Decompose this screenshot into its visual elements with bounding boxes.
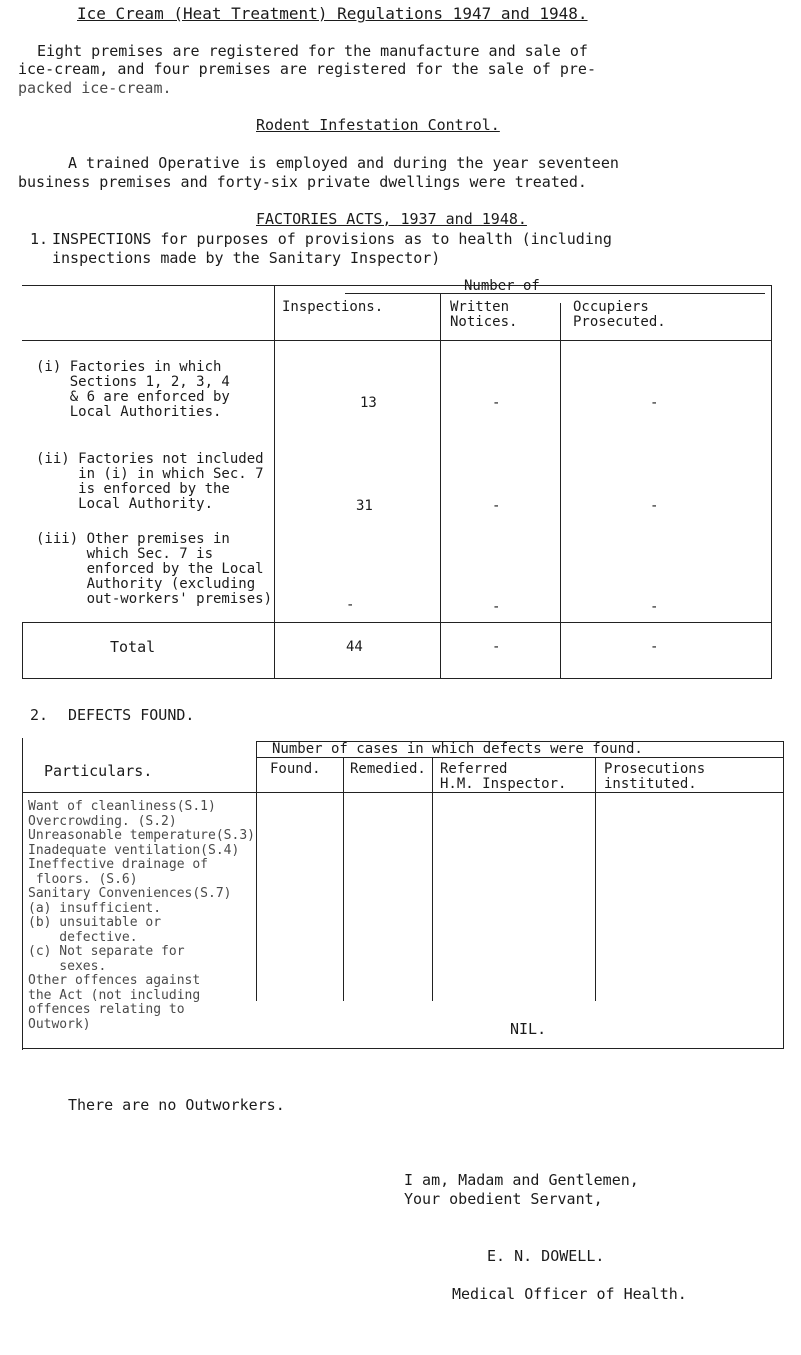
total-notices: - xyxy=(492,639,501,655)
item-1-line-1: INSPECTIONS for purposes of provisions as to health (including xyxy=(52,230,612,248)
outworkers-note: There are no Outworkers. xyxy=(68,1096,285,1114)
total-prosecuted: - xyxy=(650,639,659,655)
table1-group-header: Number of xyxy=(464,278,540,294)
item-1-line-2: inspections made by the Sanitary Inspector) xyxy=(52,249,441,267)
col-remedied: Remedied. xyxy=(350,761,426,777)
table-row-inspections: 31 xyxy=(356,498,373,514)
intro-line-3: packed ice-cream. xyxy=(18,79,172,97)
factories-heading: FACTORIES ACTS, 1937 and 1948. xyxy=(256,210,527,228)
sign-off: Your obedient Servant, xyxy=(404,1190,603,1208)
page-header: Ice Cream (Heat Treatment) Regulations 1947 and 1948. xyxy=(77,4,588,23)
table-row-notices: - xyxy=(492,599,501,615)
col-occupiers-prosecuted: Occupiers Prosecuted. xyxy=(573,299,666,330)
salutation: I am, Madam and Gentlemen, xyxy=(404,1171,639,1189)
signatory-name: E. N. DOWELL. xyxy=(487,1247,605,1265)
table-row-prosecuted: - xyxy=(650,395,659,411)
col-prosecutions: Prosecutions instituted. xyxy=(604,761,706,792)
rodent-line-1: A trained Operative is employed and during the year seventeen xyxy=(68,154,619,172)
defects-particulars-list: Want of cleanliness(S.1) Overcrowding. (S.2) Unreasonable temperature(S.3) Inadequate ventilation(S.4) Ineffective drainage of floors. (S.6) Sanitary Conveniences(S.7) (a) insufficient. (b) unsuitable or defective. (c) Not separate for sexes. Other offences against the Act (not including offences relating to Outwork) xyxy=(28,799,255,1032)
col-inspections: Inspections. xyxy=(282,299,384,315)
total-inspections: 44 xyxy=(346,639,363,655)
signatory-title: Medical Officer of Health. xyxy=(452,1285,687,1303)
table-row-label: (ii) Factories not included in (i) in which Sec. 7 is enforced by the Local Authority. xyxy=(36,451,264,512)
intro-line-1: Eight premises are registered for the manufacture and sale of xyxy=(37,42,588,60)
table-row-label: (i) Factories in which Sections 1, 2, 3, 4 & 6 are enforced by Local Authorities. xyxy=(36,359,230,420)
particulars-header: Particulars. xyxy=(44,762,153,780)
defects-group-header: Number of cases in which defects were found. xyxy=(272,741,643,757)
nil-value: NIL. xyxy=(510,1020,547,1038)
table-row-prosecuted: - xyxy=(650,498,659,514)
table-row-inspections: 13 xyxy=(360,395,377,411)
col-written-notices: Written Notices. xyxy=(450,299,518,330)
rodent-line-2: business premises and forty-six private dwellings were treated. xyxy=(18,173,587,191)
item-2-number: 2. xyxy=(30,706,49,724)
col-referred: Referred H.M. Inspector. xyxy=(440,761,567,792)
table-row-notices: - xyxy=(492,498,501,514)
table-row-notices: - xyxy=(492,395,501,411)
table-row-inspections: - xyxy=(346,597,355,613)
table-row-label: (iii) Other premises in which Sec. 7 is enforced by the Local Authority (excluding out-workers' premises) xyxy=(36,531,273,607)
total-label: Total xyxy=(110,638,156,656)
col-found: Found. xyxy=(270,761,321,777)
intro-line-2: ice-cream, and four premises are registered for the sale of pre- xyxy=(18,60,596,78)
table-row-prosecuted: - xyxy=(650,599,659,615)
rodent-heading: Rodent Infestation Control. xyxy=(256,116,500,134)
item-1-number: 1. xyxy=(30,230,49,248)
defects-heading: DEFECTS FOUND. xyxy=(68,706,195,724)
